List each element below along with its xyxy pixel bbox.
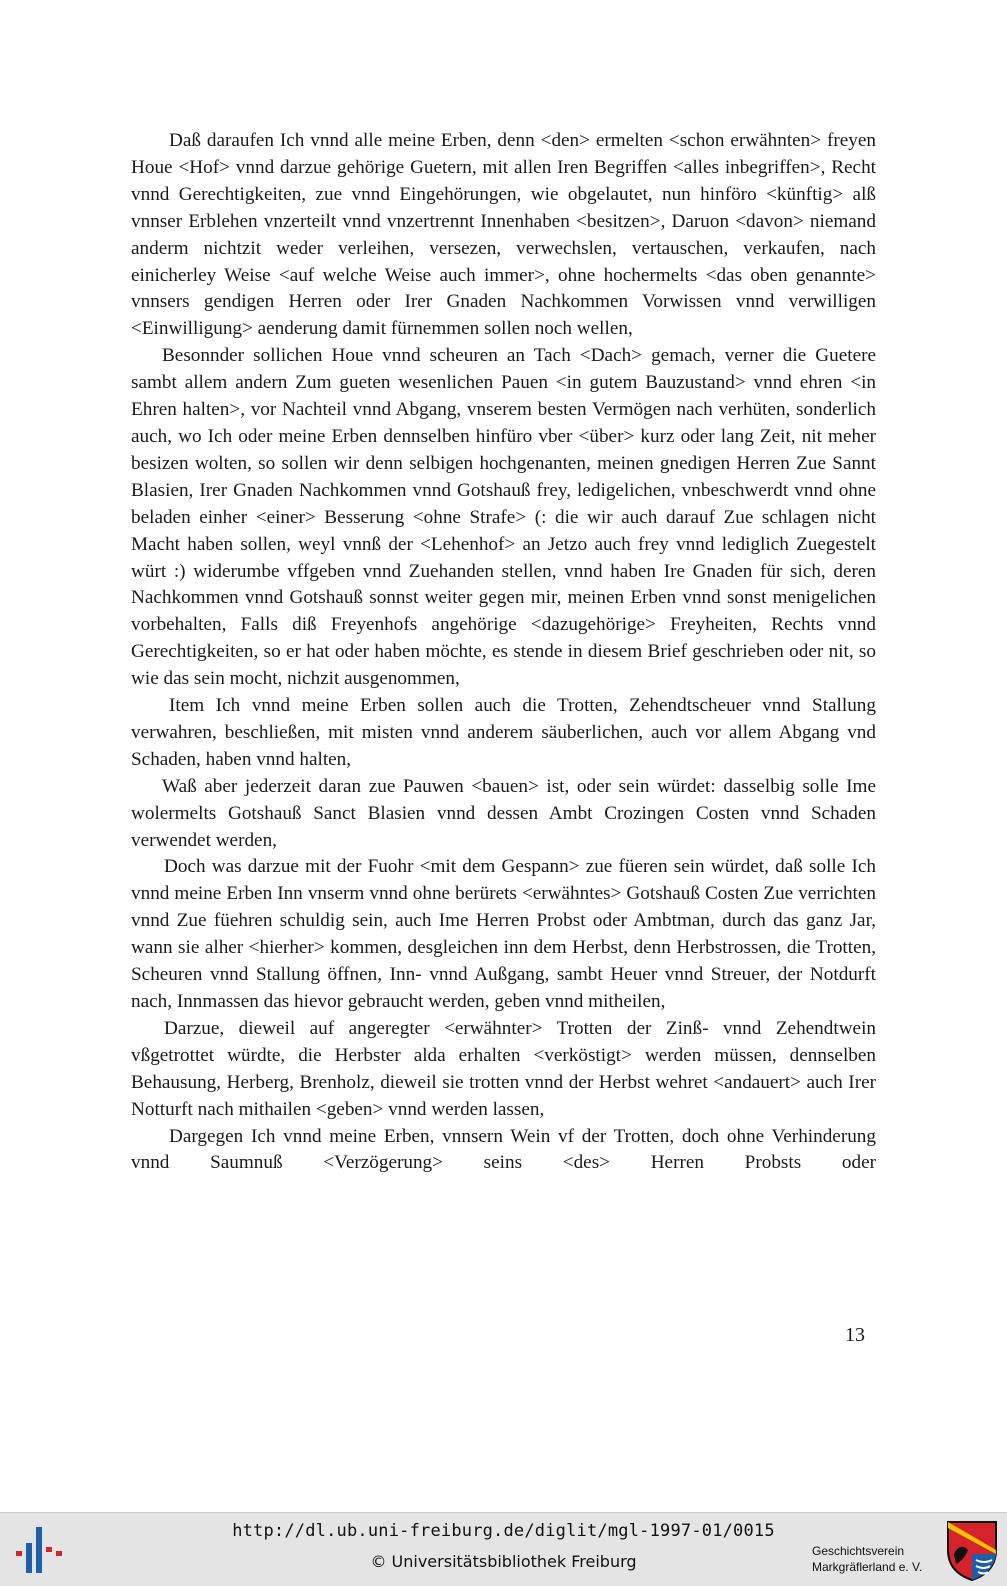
paragraph-5: Doch was darzue mit der Fuohr <mit dem Gespann> zue füeren sein würdet, daß solle Ich vnnd meine Erben Inn vnserm vnnd ohne berürets <erwähntes> Gotshauß Costen Zue verrichten vnnd Zue füehren schuldig sein, auch Ime Herren Probst oder Ambtman, durch das ganz Jar, wann sie alher <hierher> kommen, desgleichen inn dem Herbst, denn Herbstrossen, die Trotten, Scheuren vnnd Stallung öffnen, Inn- vnnd Außgang, sambt Heuer vnnd Streuer, der Notdurft nach, Innmassen das hievor gebraucht werden, geben vnnd mitheilen,	[131, 856, 876, 1012]
footer-bar	[0, 1512, 1007, 1586]
society-name	[812, 1543, 942, 1575]
paragraph-6: Darzue, dieweil auf angeregter <erwähnter> Trotten der Zinß- vnnd Zehendtwein vßgetrottet würdte, die Herbster alda erhalten <verköstigt> werden müssen, dennselben Behausung, Herberg, Brenholz, dieweil sie trotten vnnd der Herbst wehret <andauert> auch Irer Notturft nach mithailen <geben> vnnd werden lassen,	[131, 1017, 876, 1120]
paragraph-7: Dargegen Ich vnnd meine Erben, vnnsern Wein vf der Trotten, doch ohne Verhinderung vnnd Saumnuß <Verzögerung> seins <des> Herren Probsts oder	[131, 1125, 876, 1174]
page-number: 13	[845, 1324, 865, 1346]
source-url-link[interactable]: http://dl.ub.uni-freiburg.de/diglit/mgl-1997-01/0015	[232, 1521, 775, 1541]
paragraph-3: Item Ich vnnd meine Erben sollen auch die Trotten, Zehendtscheuer vnnd Stallung verwahren, beschließen, mit misten vnnd anderem säuberlichen, auch vor allem Abgang vnd Schaden, haben vnnd halten,	[131, 695, 876, 770]
paragraph-4: Waß aber jederzeit daran zue Pauwen <bauen> ist, oder sein würdet: dasselbig solle Ime wolermelts Gotshauß Sanct Blasien vnnd dessen Ambt Crozingen Costen vnnd Schaden verwendet werden,	[131, 775, 876, 851]
coat-of-arms-icon	[946, 1520, 998, 1582]
copyright-text: © Universitätsbibliothek Freiburg	[370, 1552, 637, 1571]
society-name-line-1: Geschichtsverein	[812, 1544, 905, 1558]
society-name-line-2: Markgräflerland e. V.	[812, 1560, 923, 1574]
paragraph-2: Besonnder sollichen Houe vnnd scheuren an Tach <Dach> gemach, verner die Guetere sambt allem andern Zum gueten wesenlichen Pauen <in gutem Bauzustand> vnnd ehren <in Ehren halten>, vor Nachteil vnnd Abgang, vnserem besten Vermögen nach verhüten, sonderlich auch, wo Ich oder meine Erben dennselben hinfüro vber <über> kurz oder lang Zeit, nit meher besizen wolten, so sollen wir denn selbigen hochgenanten, meinen gnedigen Herren Zue Sannt Blasien, Irer Gnaden Nachkommen vnnd Gotshauß frey, ledigelichen, vnbeschwerdt vnnd ohne beladen einher <einer> Besserung <ohne Strafe> (: die wir auch darauf Zue schlagen nicht Macht haben sollen, weyl vnnß der <Lehenhof> an Jetzo auch frey vnnd lediglich Zuegestelt würt :) widerumbe vffgeben vnnd Zuehanden stellen, vnnd haben Ire Gnaden für sich, deren Nachkommen vnnd Gotshauß sonnst weiter gegen mir, meinen Erben vnnd sonst menigelichen vorbehalten, Falls diß Freyenhofs angehörige <dazugehörige> Freyheiten, Rechts vnnd Gerechtigkeiten, so er hat oder haben möchte, es stende in diesem Brief geschrieben oder nit, so wie das sein mocht, nichzit ausgenommen,	[131, 345, 876, 690]
paragraph-1: Daß daraufen Ich vnnd alle meine Erben, denn <den> ermelten <schon erwähnten> freyen Houe <Hof> vnnd darzue gehörige Guetern, mit allen Iren Begriffen <alles inbegriffen>, Recht vnnd Gerechtigkeiten, zue vnnd Eingehörungen, wie obgelautet, nun hinföro <künftig> alß vnnser Erblehen vnzerteilt vnnd vnzertrennt Innenhaben <besitzen>, Daruon <davon> niemand anderm nichtzit weder verleihen, versezen, verwechslen, vertauschen, verkaufen, nach einicherley Weise <auf welche Weise auch immer>, ohne hochermelts <das oben genannte> vnnsers gendigen Herren oder Irer Gnaden Nachkommen Vorwissen vnnd verwilligen <Einwilligung> aenderung damit fürnemmen sollen noch wellen,	[131, 130, 876, 340]
document-body	[131, 128, 876, 1177]
